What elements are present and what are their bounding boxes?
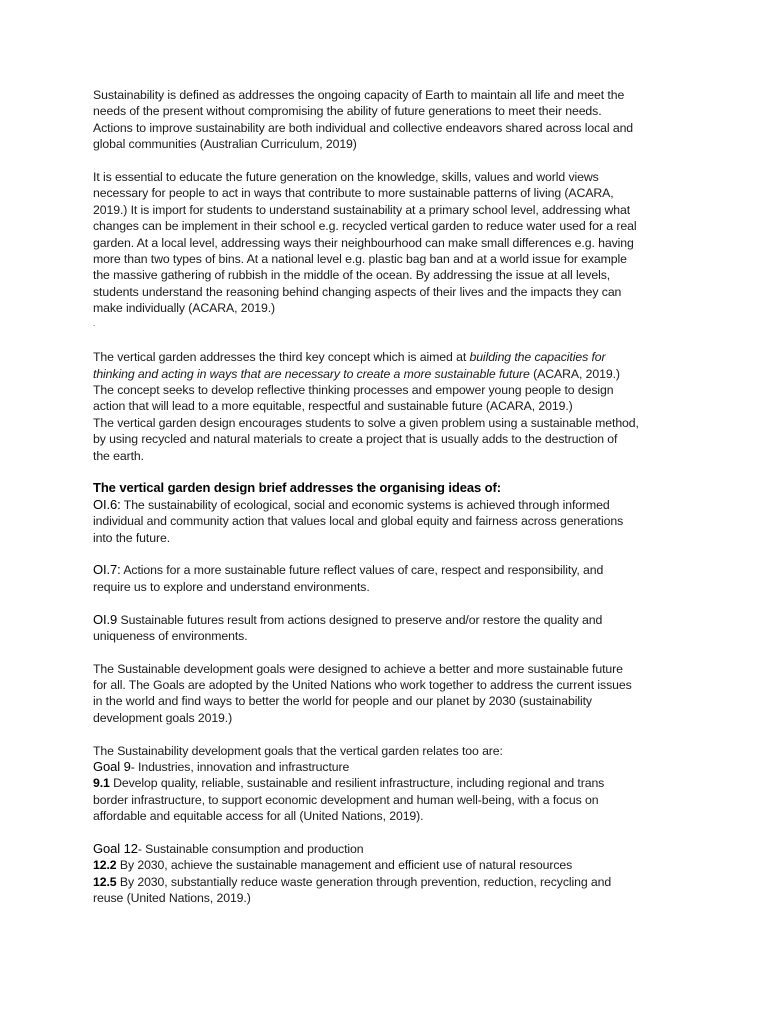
italic-run: building the capacities for <box>469 350 606 365</box>
text-line: action that will lead to a more equitable, respectful and sustainable future (ACARA, 2019.) <box>93 399 573 414</box>
text-run: The vertical garden addresses the third key concept which is aimed at <box>93 350 470 365</box>
text-line <box>93 612 683 628</box>
text-line: 2019.) It is import for students to understand sustainability at a primary school level, addressing what <box>93 202 631 217</box>
text-line: individual and community action that values local and global equity and fairness across generations <box>93 514 624 529</box>
section-goals <box>93 743 683 907</box>
italic-run: thinking and acting in ways that are necessary to create a more sustainable future <box>93 366 530 381</box>
text-line <box>93 874 683 890</box>
text-run: (ACARA, 2019.) <box>529 366 620 381</box>
blank-line <box>93 595 683 611</box>
text-line: Actions to improve sustainability are both individual and collective endeavors shared across local and <box>93 120 634 135</box>
text-line: make individually (ACARA, 2019.) <box>93 301 276 316</box>
paragraph-sustainability-definition <box>93 87 683 153</box>
blank-line <box>93 825 683 841</box>
text-line: development goals 2019.) <box>93 710 233 725</box>
text-line <box>93 366 683 382</box>
section-heading: The vertical garden design brief addresses the organising ideas of: <box>93 480 501 496</box>
goal-9-label: Goal 9 <box>93 759 131 775</box>
text-run: Develop quality, reliable, sustainable and resilient infrastructure, including regional and trans <box>109 776 605 791</box>
oi6-label: OI.6: <box>93 496 121 512</box>
target-12-5-label: 12.5 <box>93 874 117 889</box>
text-line: global communities (Australian Curriculum, 2019) <box>93 137 357 152</box>
text-line: the earth. <box>93 448 144 463</box>
target-9-1-label: 9.1 <box>93 776 110 791</box>
text-line: needs of the present without compromising the ability of future generations to meet their needs. <box>93 104 602 119</box>
text-line <box>93 775 683 791</box>
text-line: students understand the reasoning behind changing aspects of their lives and the impacts they can <box>93 284 622 299</box>
text-line: The concept seeks to develop reflective thinking processes and empower young people to design <box>93 383 614 398</box>
goal-12-label: Goal 12 <box>93 840 138 856</box>
paragraph-sdg <box>93 661 683 727</box>
section-organising-ideas <box>93 480 683 644</box>
text-run: By 2030, achieve the sustainable management and efficient use of natural resources <box>116 858 573 873</box>
text-line: Sustainability is defined as addresses the ongoing capacity of Earth to maintain all life and meet the <box>93 88 625 102</box>
text-line: changes can be implement in their school e.g. recycled vertical garden to reduce water used for a real <box>93 219 637 234</box>
document-page <box>93 87 683 907</box>
text-line <box>93 841 683 857</box>
text-line: necessary for people to act in ways that contribute to more sustainable patterns of living (ACARA, <box>93 186 614 201</box>
blank-line <box>93 546 683 562</box>
text-line: uniqueness of environments. <box>93 628 248 643</box>
text-run: The sustainability of ecological, social and economic systems is achieved through informed <box>120 497 610 512</box>
oi9-label: OI.9 <box>93 611 118 627</box>
text-line <box>93 562 683 578</box>
text-line: by using recycled and natural materials to create a project that is usually adds to the destruction of <box>93 432 618 447</box>
text-run: Actions for a more sustainable future reflect values of care, respect and responsibility, and <box>120 563 604 578</box>
target-12-2-label: 12.2 <box>93 858 117 873</box>
text-line: reuse (United Nations, 2019.) <box>93 891 251 906</box>
text-line: require us to explore and understand environments. <box>93 579 370 594</box>
paragraph-education <box>93 169 683 317</box>
text-line: The vertical garden design encourages students to solve a given problem using a sustainable method, <box>93 415 639 430</box>
text-line <box>93 857 683 873</box>
text-run: By 2030, substantially reduce waste generation through prevention, reduction, recycling and <box>116 874 612 889</box>
text-line: The Sustainable development goals were designed to achieve a better and more sustainable future <box>93 661 623 676</box>
text-line: garden. At a local level, addressing ways their neighbourhood can make small differences e.g. having <box>93 235 634 250</box>
text-line: into the future. <box>93 530 171 545</box>
paragraph-gap <box>93 726 683 742</box>
text-line: The Sustainability development goals that the vertical garden relates too are: <box>93 743 503 758</box>
text-line: more than two types of bins. At a national level e.g. plastic bag ban and at a world issue for example <box>93 251 627 266</box>
paragraph-key-concept <box>93 349 683 464</box>
text-run: - Industries, innovation and infrastructure <box>130 760 350 775</box>
text-line: affordable and equitable access for all (United Nations, 2019). <box>93 809 424 824</box>
text-line: for all. The Goals are adopted by the United Nations who work together to address the current issues <box>93 678 632 693</box>
paragraph-gap <box>93 333 683 349</box>
text-line: border infrastructure, to support economic development and human well-being, with a focus on <box>93 792 599 807</box>
text-run: Sustainable futures result from actions designed to preserve and/or restore the quality and <box>117 612 603 627</box>
text-run: - Sustainable consumption and production <box>137 841 364 856</box>
stray-dot: . <box>93 319 96 329</box>
text-line: It is essential to educate the future generation on the knowledge, skills, values and world views <box>93 169 599 184</box>
paragraph-gap <box>93 464 683 480</box>
text-line <box>93 759 683 775</box>
text-line: the massive gathering of rubbish in the middle of the ocean. By addressing the issue at all levels, <box>93 268 611 283</box>
paragraph-gap <box>93 153 683 169</box>
oi7-label: OI.7: <box>93 562 121 578</box>
text-line: in the world and find ways to better the world for people and our planet by 2030 (sustainability <box>93 694 592 709</box>
text-line <box>93 349 683 365</box>
text-line <box>93 497 683 513</box>
paragraph-gap <box>93 644 683 660</box>
